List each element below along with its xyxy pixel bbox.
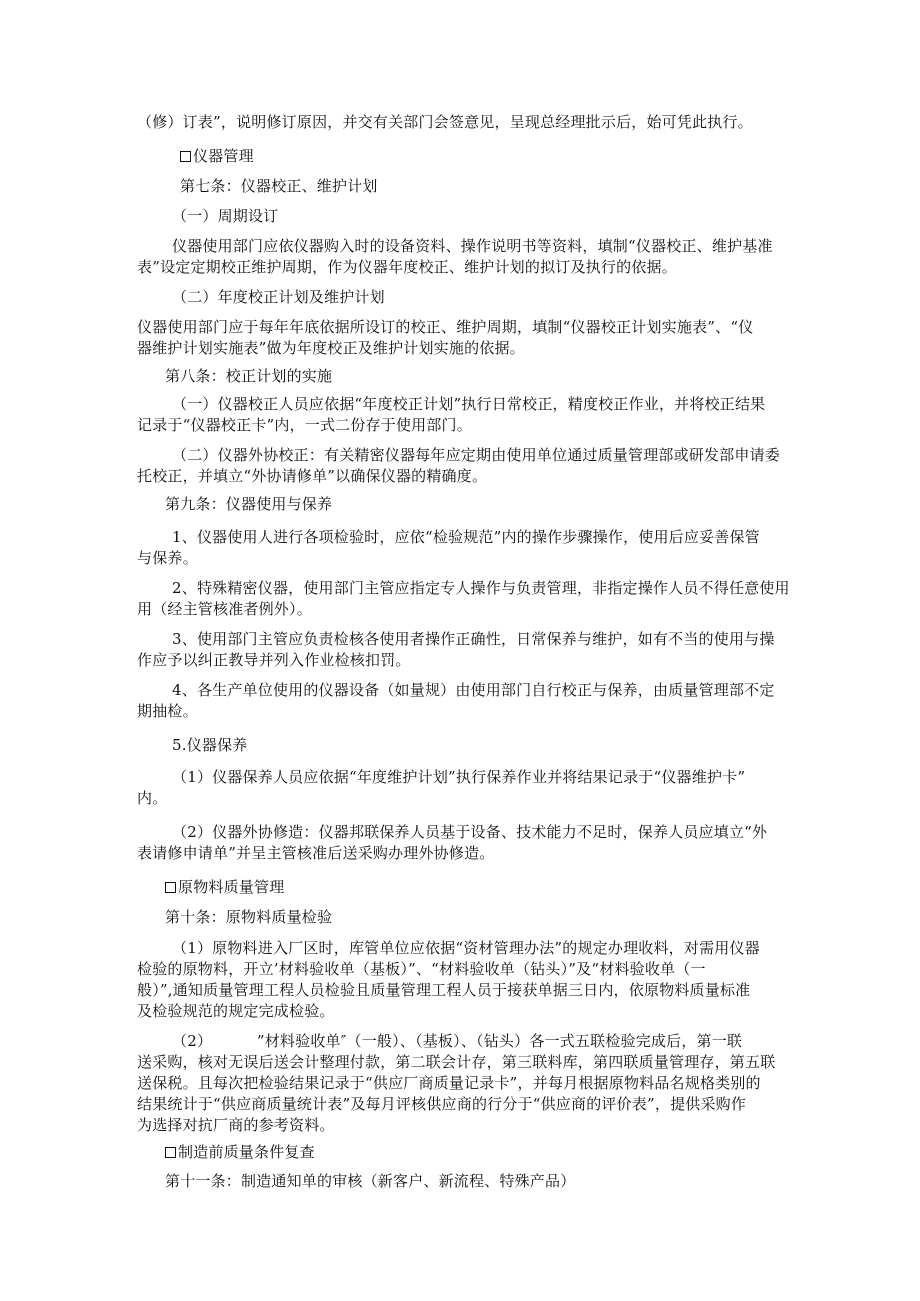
text-line: 为选择对抗厂商的参考资料。 bbox=[137, 1116, 335, 1134]
section-heading-instrument-management bbox=[180, 145, 254, 167]
text-line: 2、特殊精密仪器，使用部门主管应指定专人操作与负责管理，非指定操作人员不得任意使用 bbox=[172, 579, 790, 597]
article-heading: 第十一条：制造通知单的审核（新客户、新流程、特殊产品） bbox=[165, 1172, 576, 1190]
text-line: 结果统计于“供应商质量统计表”及每月评核供应商的行分于“供应商的评价表”，提供采购作 bbox=[137, 1095, 747, 1113]
text-line: （修）订表”，说明修订原因，并交有关部门会签意见，呈现总经理批示后，始可凭此执行。 bbox=[137, 113, 753, 131]
text-line: 与保养。 bbox=[137, 549, 198, 567]
text-line: 3、使用部门主管应负责检核各使用者操作正确性，日常保养与维护，如有不当的使用与操 bbox=[172, 630, 775, 648]
article-heading: 第八条：校正计划的实施 bbox=[165, 367, 333, 385]
section-heading-label: 原物料质量管理 bbox=[178, 878, 285, 896]
section-heading-material-quality bbox=[165, 876, 284, 898]
text-line: 作应予以纠正教导并列入作业检核扣罚。 bbox=[137, 651, 411, 669]
text-line: （一）周期设订 bbox=[172, 207, 279, 225]
text-line: 1、仪器使用人进行各项检验时，应依“检验规范”内的操作步骤操作，使用后应妥善保管 bbox=[172, 528, 760, 546]
text-line: 记录于“仪器校正卡”内，一式二份存于使用部门。 bbox=[137, 416, 472, 434]
text-line: 仪器使用部门应于每年年底依据所设订的校正、维护周期，填制“仪器校正计划实施表”、“仪 bbox=[137, 318, 754, 336]
text-line: （1）原物料进入厂区时，库管单位应依据“资材管理办法”的规定办理收料，对需用仪器 bbox=[172, 939, 760, 957]
text-line: （1）仪器保养人员应依据“年度维护计划”执行保养作业并将结果记录于“仪器维护卡” bbox=[172, 768, 746, 786]
text-line: 用（经主管核准者例外）。 bbox=[137, 600, 312, 618]
text-line: 及检验规范的规定完成检验。 bbox=[137, 1002, 335, 1020]
text-line: 般）”,通知质量管理工程人员检验且质量管理工程人员于接获单据三日内，依原物料质量标准 bbox=[137, 981, 751, 999]
sub-heading: 5.仪器保养 bbox=[172, 736, 248, 754]
text-line: （2）仪器外协修造：仪器邦联保养人员基于设备、技术能力不足时，保养人员应填立“外 bbox=[172, 823, 768, 841]
article-heading: 第十条：原物料质量检验 bbox=[165, 908, 333, 926]
text-line: （二）年度校正计划及维护计划 bbox=[172, 288, 385, 306]
text-line: 器维护计划实施表”做为年度校正及维护计划实施的依据。 bbox=[137, 339, 525, 357]
section-heading-pre-manufacturing-review bbox=[165, 1141, 315, 1163]
article-heading: 第七条：仪器校正、维护计划 bbox=[180, 177, 378, 195]
text-line: 表”设定定期校正维护周期，作为仪器年度校正、维护计划的拟订及执行的依据。 bbox=[137, 258, 677, 276]
text-line: 送保税。且每次把检验结果记录于“供应厂商质量记录卡”，并每月根据原物料品名规格类别的 bbox=[137, 1074, 761, 1092]
text-line: 送采购，核对无误后送会计整理付款，第二联会计存，第三联料库，第四联质量管理存，第五联 bbox=[137, 1053, 776, 1071]
article-heading: 第九条：仪器使用与保养 bbox=[165, 495, 333, 513]
text-line: （2） ”材料验收单″（一般）、（基板）、（钻头）各一式五联检验完成后，第一联 bbox=[172, 1032, 743, 1050]
checkbox-square-icon bbox=[165, 1147, 176, 1158]
text-line: 检验的原物料，开立’材料验收单（基板）”、“材料验收单（钻头）”及“材料验收单（一 bbox=[137, 960, 706, 978]
text-line: 期抽检。 bbox=[137, 702, 198, 720]
text-line: 仪器使用部门应依仪器购入时的设备资料、操作说明书等资料，填制“仪器校正、维护基准 bbox=[172, 237, 773, 255]
text-line: （一）仪器校正人员应依据“年度校正计划”执行日常校正，精度校正作业，并将校正结果 bbox=[172, 395, 766, 413]
section-heading-label: 仪器管理 bbox=[193, 147, 254, 165]
text-line: 内。 bbox=[137, 789, 168, 807]
checkbox-square-icon bbox=[165, 882, 176, 893]
text-line: 托校正，并填立“外协请修单”以确保仪器的精确度。 bbox=[137, 467, 488, 485]
checkbox-square-icon bbox=[180, 151, 191, 162]
text-line: 4、各生产单位使用的仪器设备（如量规）由使用部门自行校正与保养，由质量管理部不定 bbox=[172, 681, 775, 699]
text-line: 表请修申请单”并呈主管核准后送采购办理外协修造。 bbox=[137, 844, 495, 862]
text-line: （二）仪器外协校正：有关精密仪器每年应定期由使用单位通过质量管理部或研发部申请委 bbox=[172, 446, 781, 464]
section-heading-label: 制造前质量条件复查 bbox=[178, 1143, 315, 1161]
